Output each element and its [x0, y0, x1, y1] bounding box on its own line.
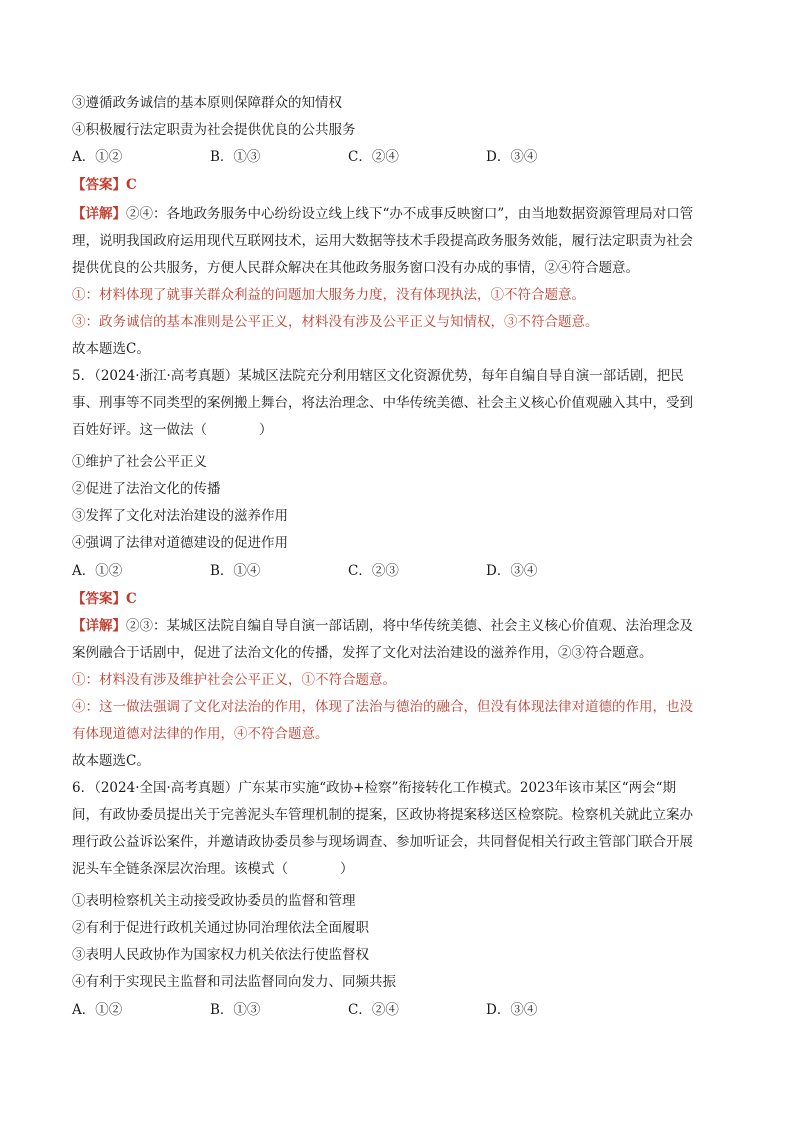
q5-detail-line-2: 案例融合于话剧中，促进了法治文化的传播，发挥了文化对法治建设的滋养作用，②③符合题意。: [72, 645, 653, 661]
q4-analysis-1: ①：材料体现了就事关群众利益的问题加大服务力度，没有体现执法，①不符合题意。: [72, 287, 585, 303]
q5-analysis-4a: ④：这一做法强调了文化对法治的作用，体现了法治与德治的融合，但没有体现法律对道德的作用，也没: [72, 699, 693, 715]
q5-options: [72, 561, 732, 581]
q4-answer-value: C: [126, 177, 137, 193]
q6-item-4: ④有利于实现民主监督和司法监督同向发力、同频共振: [72, 974, 396, 990]
q6-option-d: D．③④: [486, 1002, 538, 1018]
q6-stem-text: 泥头车全链条深层次治理。该模式（: [72, 861, 288, 877]
q4-option-c: C．②④: [348, 149, 399, 165]
q5-option-a: A．①②: [72, 563, 123, 579]
q6-stem-line-3: 理行政公益诉讼案件，并邀请政协委员参与现场调查、参加听证会，共同督促相关行政主管部门联合开展: [72, 834, 693, 850]
q4-conclusion: 故本题选C。: [72, 341, 150, 357]
q5-answer: [72, 589, 732, 609]
q4-detail-label: 【详解】: [72, 206, 126, 222]
q4-answer: [72, 175, 732, 195]
q6-option-a: A．①②: [72, 1002, 123, 1018]
q5-option-b: B．①④: [210, 563, 261, 579]
q4-option-a: A．①②: [72, 149, 123, 165]
q5-option-c: C．②③: [348, 563, 399, 579]
q4-option-b: B．①③: [210, 149, 261, 165]
q4-option-d: D．③④: [486, 149, 538, 165]
q4-item-3: ③遵循政务诚信的基本原则保障群众的知情权: [72, 95, 342, 111]
q6-option-b: B．①③: [210, 1002, 261, 1018]
q6-options: [72, 1000, 732, 1020]
q6-item-1: ①表明检察机关主动接受政协委员的监督和管理: [72, 893, 356, 909]
q5-answer-value: C: [126, 591, 137, 607]
q4-answer-label: 【答案】: [72, 177, 126, 193]
q5-item-1: ①维护了社会公平正义: [72, 454, 207, 470]
q4-detail-line-1: [72, 204, 732, 224]
q6-stem-line-4: [72, 859, 732, 879]
q5-stem-line-1: 5．（2024·浙江·高考真题）某城区法院充分利用辖区文化资源优势，每年自编自导自演一部话剧，把民: [72, 368, 684, 384]
q5-stem-line-3: [72, 420, 732, 440]
q5-detail-text-1: ②③：某城区法院自编自导自演一部话剧，将中华传统美德、社会主义核心价值观、法治理念及: [126, 618, 693, 634]
q5-item-3: ③发挥了文化对法治建设的滋养作用: [72, 508, 288, 524]
q5-answer-label: 【答案】: [72, 591, 126, 607]
q6-item-3: ③表明人民政协作为国家权力机关依法行使监督权: [72, 947, 369, 963]
q5-stem-line-2: 事、刑事等不同类型的案例搬上舞台，将法治理念、中华传统美德、社会主义核心价值观融入其中，受到: [72, 395, 693, 411]
q5-item-4: ④强调了法律对道德建设的促进作用: [72, 535, 288, 551]
q4-detail-line-3: 提供优良的公共服务，方便人民群众解决在其他政务服务窗口没有办成的事情，②④符合题意。: [72, 260, 639, 276]
q6-stem-line-2: 间，有政协委员提出关于完善泥头车管理机制的提案，区政协将提案移送区检察院。检察机关就此立案办: [72, 807, 693, 823]
q5-analysis-4b: 有体现道德对法律的作用，④不符合题意。: [72, 726, 329, 742]
q5-stem-close: ）: [259, 422, 273, 438]
q4-item-4: ④积极履行法定职责为社会提供优良的公共服务: [72, 122, 356, 138]
q5-analysis-1: ①：材料没有涉及维护社会公平正义，①不符合题意。: [72, 672, 396, 688]
q4-options: [72, 147, 732, 167]
q5-detail-line-1: [72, 616, 732, 636]
q5-stem-text: 百姓好评。这一做法（: [72, 422, 207, 438]
q4-analysis-3: ③：政务诚信的基本准则是公平正义，材料没有涉及公平正义与知情权，③不符合题意。: [72, 314, 599, 330]
q5-option-d: D．③④: [486, 563, 538, 579]
q6-stem-line-1: 6．（2024·全国·高考真题）广东某市实施“政协+检察”衔接转化工作模式。2023年该市某区“两会“期: [72, 780, 677, 796]
q6-stem-close: ）: [340, 861, 354, 877]
q5-conclusion: 故本题选C。: [72, 753, 150, 769]
q4-detail-text-1: ②④：各地政务服务中心纷纷设立线上线下“办不成事反映窗口”，由当地数据资源管理局对口管: [126, 206, 694, 222]
q4-detail-line-2: 理，说明我国政府运用现代互联网技术，运用大数据等技术手段提高政务服务效能，履行法定职责为社会: [72, 233, 693, 249]
q6-item-2: ②有利于促进行政机关通过协同治理依法全面履职: [72, 920, 369, 936]
q5-detail-label: 【详解】: [72, 618, 126, 634]
q5-item-2: ②促进了法治文化的传播: [72, 481, 221, 497]
q6-option-c: C．②④: [348, 1002, 399, 1018]
